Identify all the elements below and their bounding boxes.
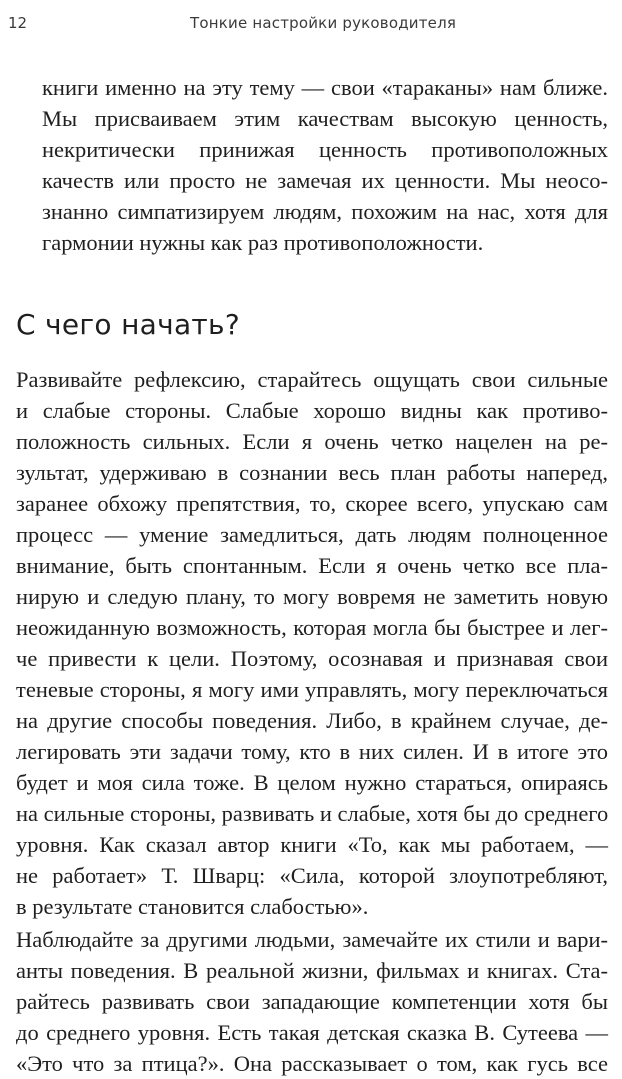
text-line: зультат, удерживаю в сознании весь план работы наперед, <box>16 460 608 485</box>
section-heading: С чего начать? <box>16 308 241 341</box>
text-line: будет и моя сила тоже. В целом нужно стараться, опираясь <box>16 770 608 795</box>
text-line: некритически принижая ценность противоположных <box>42 137 608 162</box>
running-title: Тонкие настройки руководителя <box>190 14 457 32</box>
text-line: «Это что за птица?». Она рассказывает о том, как гусь все <box>16 1051 608 1076</box>
text-line: на другие способы поведения. Либо, в крайнем случае, де- <box>16 708 608 733</box>
text-line: знанно симпатизируем людям, похожим на нас, хотя для <box>42 199 608 224</box>
text-line: легировать эти задачи тому, кто в них силен. И в итоге это <box>16 739 608 764</box>
text-line: и слабые стороны. Слабые хорошо видны как противо- <box>16 398 608 423</box>
text-line: теневые стороны, я могу ими управлять, могу переключаться <box>16 677 608 702</box>
text-line: Наблюдайте за другими людьми, замечайте их стили и вари- <box>16 927 608 952</box>
text-line: райтесь развивать свои западающие компетенции хотя бы <box>16 989 608 1014</box>
text-line: Мы присваиваем этим качествам высокую ценность, <box>42 106 608 131</box>
text-line: процесс — умение замедлиться, дать людям полноценное <box>16 522 608 547</box>
text-line: уровня. Как сказал автор книги «То, как мы работаем, — <box>16 832 608 857</box>
paragraph-intro <box>42 72 608 258</box>
text-line: внимание, быть спонтанным. Если я очень четко все пла- <box>16 553 608 578</box>
paragraph-reflection <box>16 364 608 922</box>
text-line: до среднего уровня. Есть такая детская сказка В. Сутеева — <box>16 1020 608 1045</box>
text-line: не работает» Т. Шварц: «Сила, которой злоупотребляют, <box>16 863 608 888</box>
page-number: 12 <box>8 14 28 32</box>
text-line: в результате становится слабостью». <box>16 894 369 919</box>
text-line: заранее обхожу препятствия, то, скорее всего, упускаю сам <box>16 491 608 516</box>
text-line: качеств или просто не замечая их ценности. Мы неосо- <box>42 168 608 193</box>
text-line: анты поведения. В реальной жизни, фильмах и книгах. Ста- <box>16 958 608 983</box>
text-line: неожиданную возможность, которая могла бы быстрее и лег- <box>16 615 608 640</box>
paragraph-observe <box>16 924 608 1079</box>
text-line: нирую и следую плану, то могу вовремя не заметить новую <box>16 584 608 609</box>
text-line: на сильные стороны, развивать и слабые, хотя бы до среднего <box>16 801 609 826</box>
text-line: положность сильных. Если я очень четко нацелен на ре- <box>16 429 608 454</box>
text-line: гармонии нужны как раз противоположности. <box>42 230 484 255</box>
text-line: Развивайте рефлексию, старайтесь ощущать свои сильные <box>16 367 608 392</box>
text-line: че привести к цели. Поэтому, осознавая и признавая свои <box>16 646 608 671</box>
text-line: книги именно на эту тему — свои «тараканы» нам ближе. <box>42 75 608 100</box>
page-header <box>0 14 622 38</box>
